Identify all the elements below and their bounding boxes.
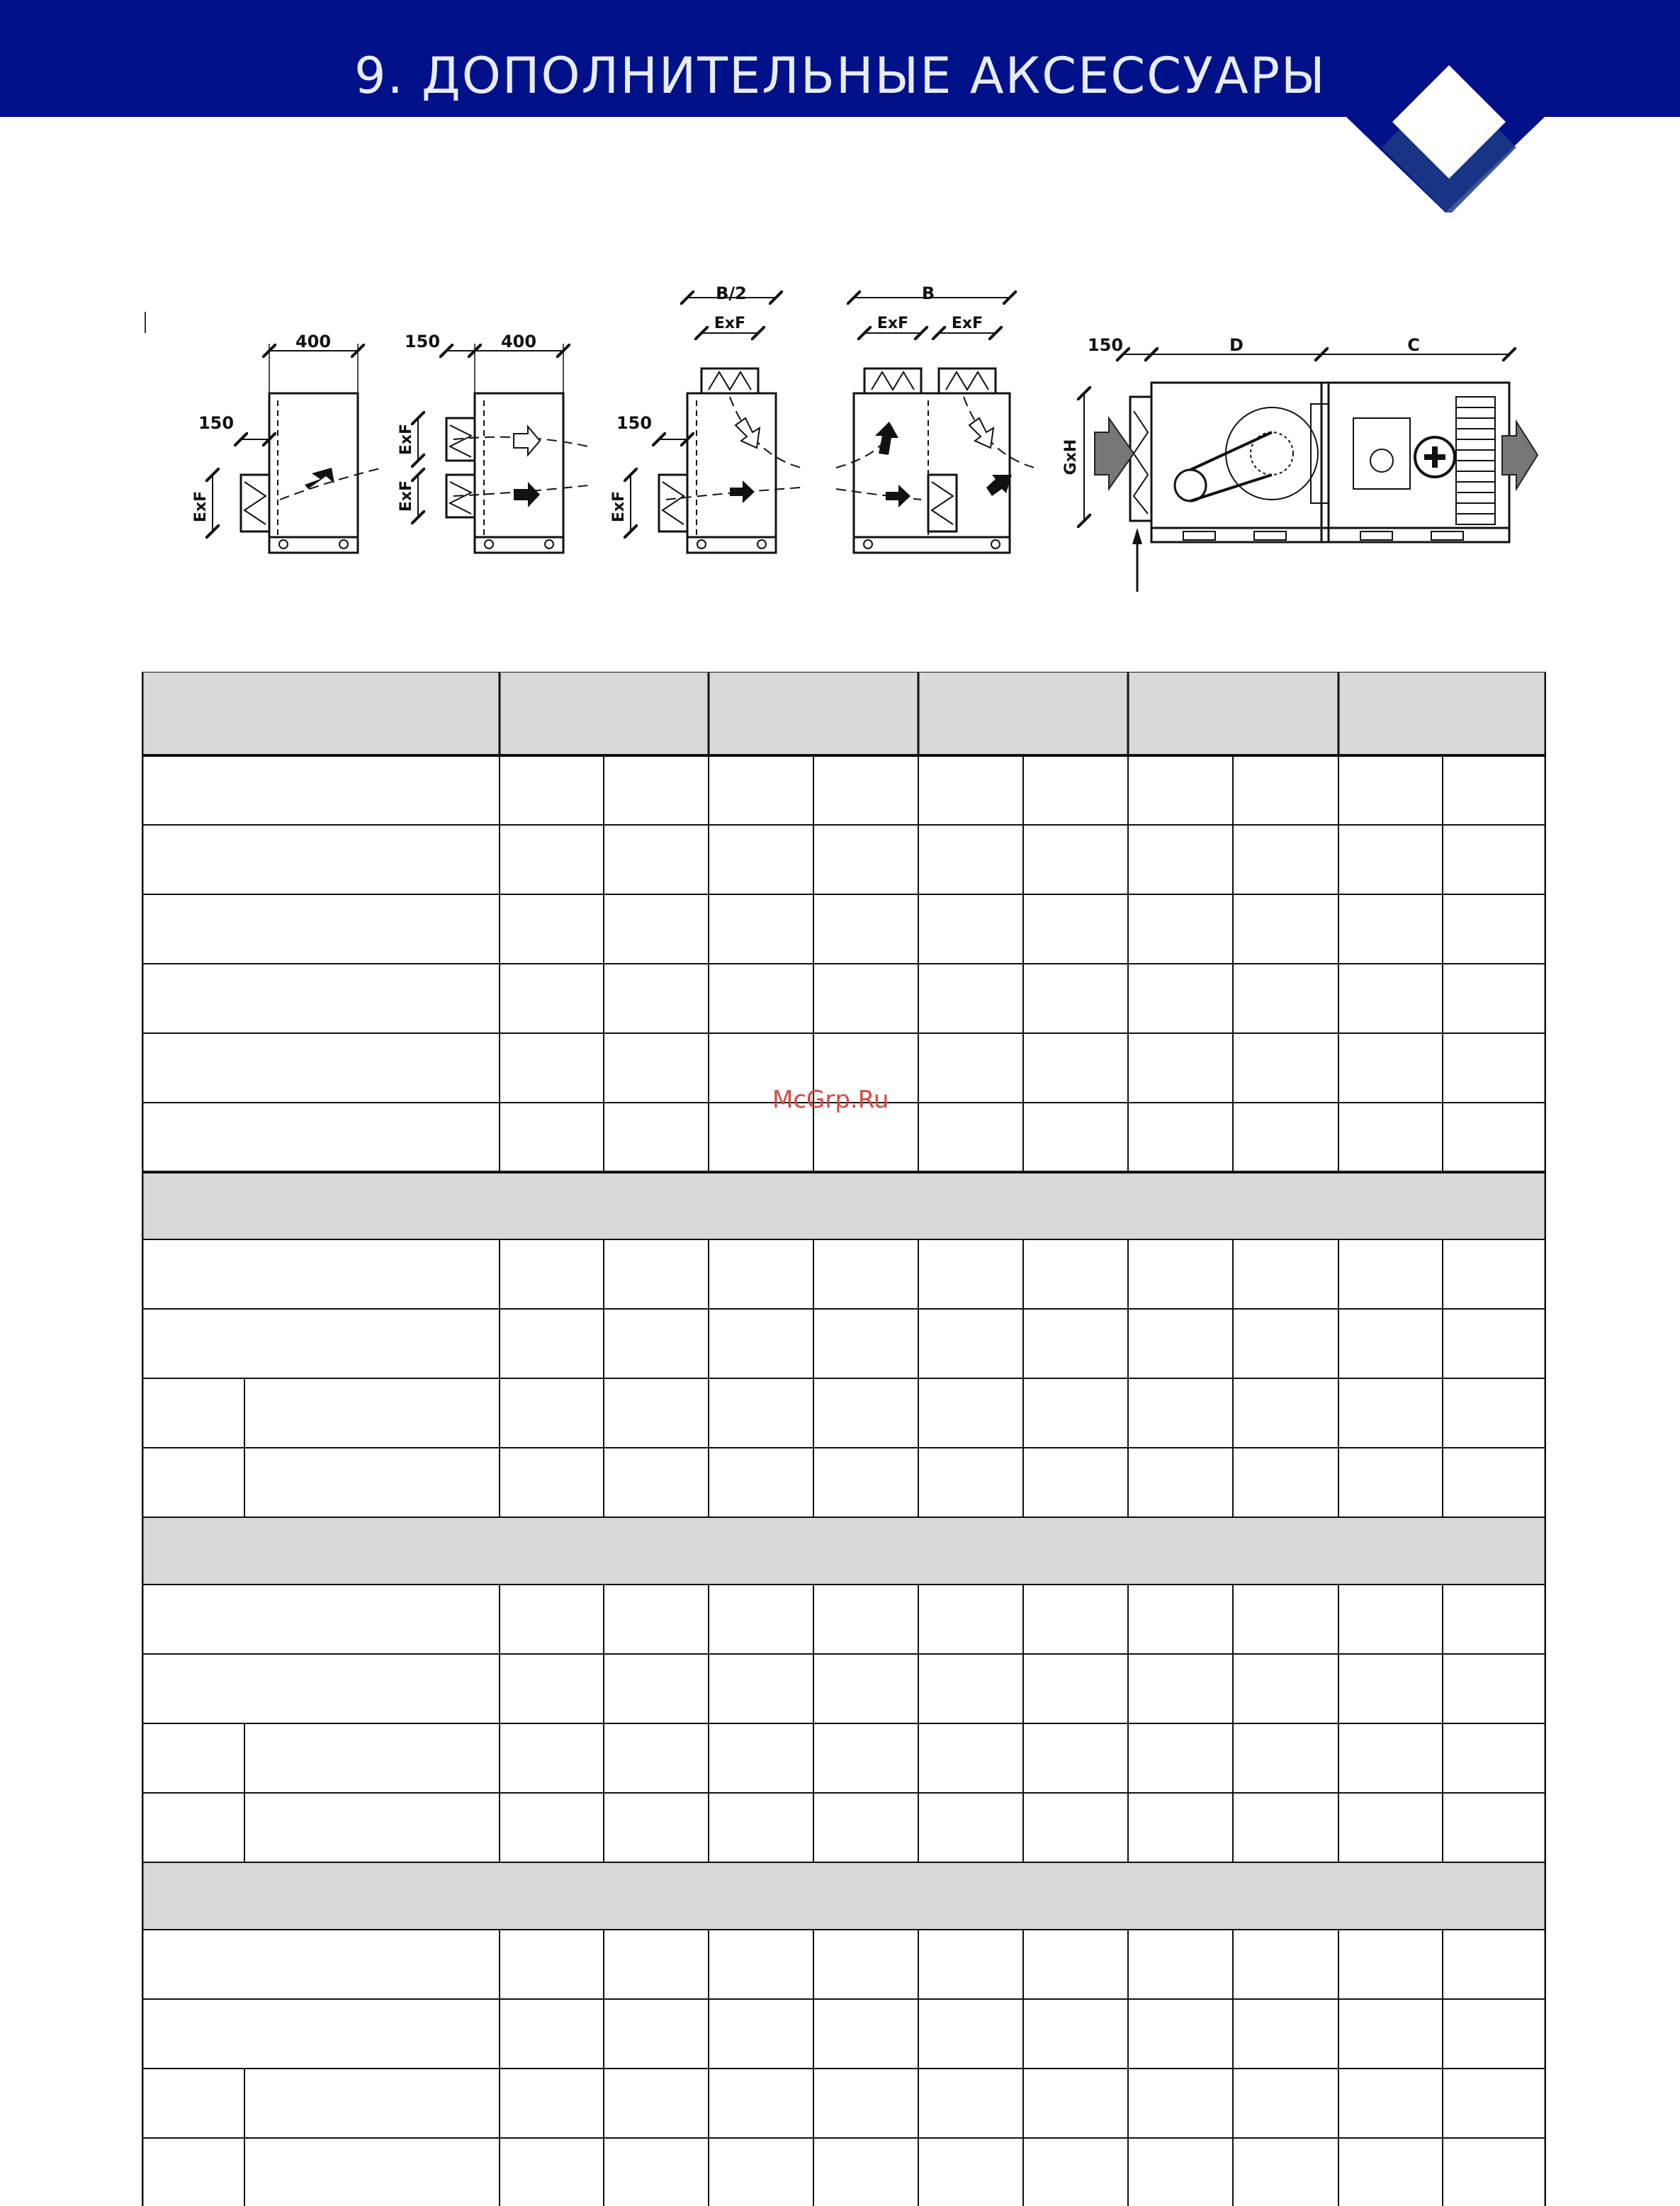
exhaust-arrow-icon xyxy=(514,427,540,455)
unit-1-width-dim: 400 xyxy=(295,332,332,351)
airflow-arrow-icon xyxy=(305,468,334,489)
unit-4-right-label: ExF xyxy=(951,315,983,332)
pointer-arrow-icon xyxy=(1132,528,1142,544)
unit-4-left-label: ExF xyxy=(876,315,909,332)
unit-5-side-dim: 150 xyxy=(1087,335,1124,355)
unit-5-d-dim: D xyxy=(1229,335,1244,355)
supply-arrow-icon xyxy=(730,480,755,503)
table-section-fill xyxy=(142,1517,1546,1585)
supply-arrow-icon xyxy=(986,475,1012,496)
table-header-fill xyxy=(142,672,1546,755)
unit-3-side-dim: 150 xyxy=(616,413,653,433)
unit-3-width-dim: B/2 xyxy=(716,283,747,303)
inlet-arrow-icon xyxy=(1095,418,1134,489)
page-title: 9. ДОПОЛНИТЕЛЬНЫЕ АКСЕССУАРЫ xyxy=(354,47,1326,105)
table-section-fill xyxy=(142,1862,1546,1930)
unit-1-inlet-label: ExF xyxy=(192,490,210,523)
unit-2-lower-label: ExF xyxy=(398,480,415,512)
exhaust-arrow-icon xyxy=(875,422,898,455)
watermark: McGrp.Ru xyxy=(772,1086,889,1114)
diagram-unit-5 xyxy=(1062,335,1538,592)
exhaust-arrow-icon xyxy=(735,418,760,448)
supply-arrow-icon xyxy=(514,482,540,507)
outlet-arrow-icon xyxy=(1502,422,1538,489)
unit-2-width-dim: 400 xyxy=(500,332,537,351)
table-section-fills xyxy=(142,672,1546,1930)
accessory-diagrams xyxy=(0,269,1680,624)
unit-2-upper-label: ExF xyxy=(398,423,415,456)
unit-4-width-dim: B xyxy=(921,283,935,303)
diagram-unit-2 xyxy=(398,332,588,553)
unit-5-height-label: GxH xyxy=(1062,439,1080,475)
unit-3-inlet-label: ExF xyxy=(610,490,628,523)
unit-1-side-dim: 150 xyxy=(198,413,235,433)
table-section-fill xyxy=(142,1172,1546,1239)
unit-2-side-dim: 150 xyxy=(404,332,441,351)
supply-arrow-icon xyxy=(886,485,911,507)
exhaust-arrow-icon xyxy=(969,418,993,448)
diagram-unit-1 xyxy=(192,332,383,553)
unit-5-c-dim: C xyxy=(1407,335,1420,355)
diagram-unit-4 xyxy=(836,283,1035,553)
diagram-unit-3 xyxy=(610,283,801,553)
spec-table xyxy=(142,672,1546,2206)
table-grid xyxy=(142,672,1546,2206)
unit-3-top-label: ExF xyxy=(714,315,746,332)
